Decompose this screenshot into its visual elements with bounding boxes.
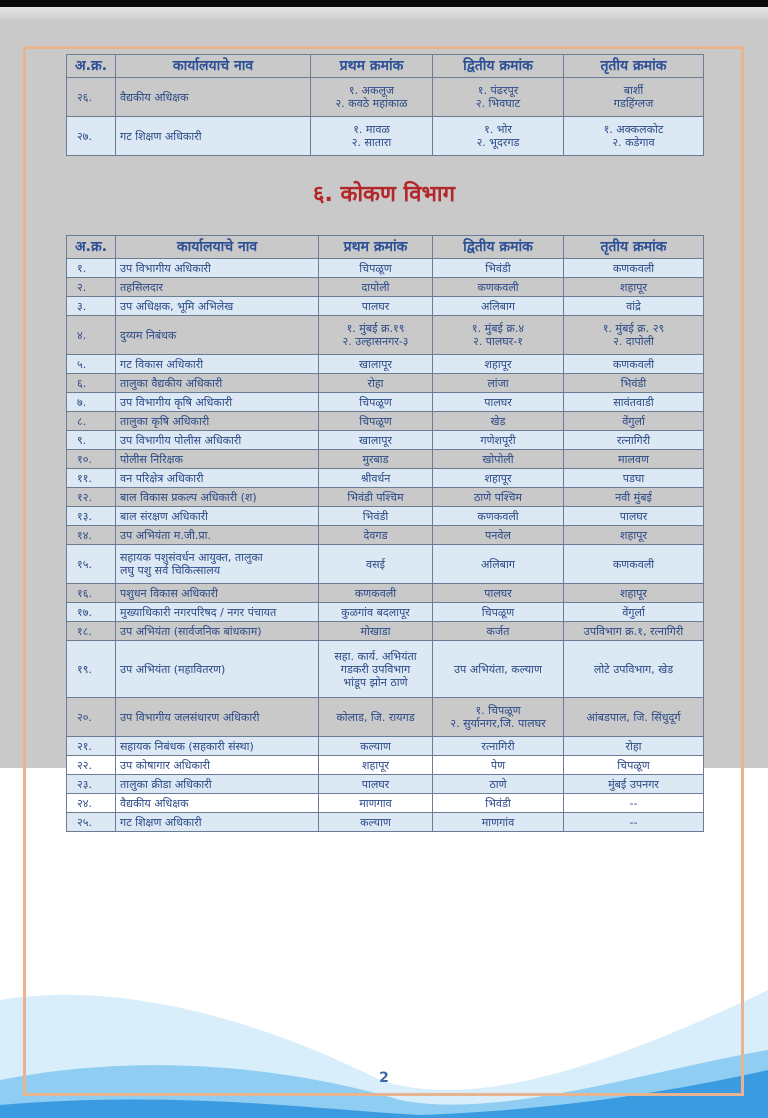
cell-first (319, 488, 433, 507)
cell-second (433, 78, 564, 117)
cell-line: चिपळूण (481, 605, 515, 619)
cell-line: भिवंडी (485, 261, 511, 275)
cell-third (564, 622, 704, 641)
cell-line: गडकरी उपविभाग (340, 662, 411, 676)
cell-line: मालवण (618, 452, 649, 466)
cell-first (319, 603, 433, 622)
header-office: कार्यालयाचे नाव (116, 55, 311, 78)
table-row (67, 507, 704, 526)
table-row (67, 412, 704, 431)
cell-office (116, 297, 319, 316)
cell-line: पडघा (622, 471, 645, 485)
cell-line: सहा. कार्य. अभियंता (334, 649, 417, 663)
cell-sr: २०. (67, 698, 116, 737)
table-row (67, 431, 704, 450)
page-number: 2 (379, 1070, 389, 1086)
cell-third (564, 698, 704, 737)
cell-office (116, 813, 319, 832)
cell-first (311, 78, 433, 117)
cell-line: कणकवली (612, 357, 655, 371)
cell-second (433, 526, 564, 545)
cell-second (433, 603, 564, 622)
cell-first (319, 412, 433, 431)
cell-line: मुख्याधिकारी नगरपरिषद / नगर पंचायत (120, 605, 277, 619)
cell-line: कुळगांव बदलापूर (341, 605, 410, 619)
cell-line: गणेशपूरी (480, 433, 516, 447)
cell-sr: ३. (67, 297, 116, 316)
cell-office: गट शिक्षण अधिकारी (116, 117, 311, 156)
cell-line: बार्शी (623, 84, 644, 97)
table-row (67, 78, 704, 117)
cell-first (319, 756, 433, 775)
cell-line: शहापूर (620, 586, 647, 600)
cell-line: १. मावळ (353, 123, 390, 136)
cell-line: कणकवली (354, 586, 397, 600)
cell-sr: ९. (67, 431, 116, 450)
cell-first (319, 393, 433, 412)
cell-line: कणकवली (477, 509, 519, 523)
cell-line: लांजा (487, 376, 509, 390)
cell-second (433, 775, 564, 794)
cell-line: नवी मुंबई (615, 490, 652, 504)
cell-line: भिवंडी (485, 796, 511, 810)
cell-line: श्रीवर्धन (360, 471, 391, 485)
cell-sr: ६. (67, 374, 116, 393)
table-row (67, 526, 704, 545)
cell-third (564, 756, 704, 775)
cell-second (433, 297, 564, 316)
cell-line: शहापूर (362, 758, 389, 772)
cell-line: खोपोली (482, 452, 514, 466)
cell-sr: २३. (67, 775, 116, 794)
cell-line: कल्याण (360, 815, 391, 829)
cell-office (116, 603, 319, 622)
cell-third (564, 545, 704, 584)
cell-third (564, 78, 704, 117)
cell-sr: १. (67, 259, 116, 278)
cell-line: पालघर (484, 586, 512, 600)
cell-line: उप अभियंता (सार्वजनिक बांधकाम) (120, 624, 262, 638)
cell-line: २. पालघर-१ (473, 335, 523, 348)
cell-sr: २७. (67, 117, 116, 156)
cell-second (433, 737, 564, 756)
cell-sr: ११. (67, 469, 116, 488)
cell-line: तालुका वैद्यकीय अधिकारी (120, 376, 223, 390)
cell-line: रोहा (625, 739, 642, 753)
table-row (67, 545, 704, 584)
cell-first (319, 794, 433, 813)
cell-sr: १६. (67, 584, 116, 603)
cell-third (564, 259, 704, 278)
cell-third (564, 297, 704, 316)
header-row (67, 55, 704, 78)
cell-sr: २४. (67, 794, 116, 813)
cell-office (116, 259, 319, 278)
cell-sr: ४. (67, 316, 116, 355)
cell-sr: १७. (67, 603, 116, 622)
table-row (67, 393, 704, 412)
header-first: प्रथम क्रमांक (311, 55, 433, 78)
cell-third (564, 507, 704, 526)
cell-third (564, 117, 704, 156)
cell-second (433, 117, 564, 156)
cell-third (564, 813, 704, 832)
cell-first (319, 698, 433, 737)
cell-second (433, 259, 564, 278)
cell-first (319, 469, 433, 488)
cell-line: दुय्यम निबंधक (120, 328, 177, 342)
cell-line: मुंबई उपनगर (608, 777, 659, 791)
table-row (67, 584, 704, 603)
table-row (67, 641, 704, 698)
table-row (67, 469, 704, 488)
cell-line: गडहिंग्लज (613, 97, 654, 110)
cell-second (433, 622, 564, 641)
header-office: कार्यालयाचे नाव (116, 236, 319, 259)
cell-line: लोटे उपविभाग, खेड (593, 662, 674, 676)
cell-line: माणगाव (359, 796, 392, 810)
cell-line: १. मुंबई क्र.१९ (346, 322, 405, 335)
cell-line: उप विभागीय अधिकारी (120, 261, 211, 275)
cell-third (564, 584, 704, 603)
cell-line: २. दापोली (613, 335, 654, 348)
cell-first (319, 355, 433, 374)
cell-first (319, 545, 433, 584)
cell-line: देवगड (363, 528, 388, 542)
cell-line: १. मुंबई क्र. २९ (602, 322, 665, 335)
cell-sr: १८. (67, 622, 116, 641)
cell-line: तालुका क्रीडा अधिकारी (120, 777, 212, 791)
cell-line: चिपळूण (617, 758, 650, 772)
table-row (67, 775, 704, 794)
table-row (67, 374, 704, 393)
cell-second (433, 545, 564, 584)
cell-line: पालघर (619, 509, 648, 523)
cell-line: २. सुर्यानगर,जि. पालघर (450, 717, 546, 730)
cell-office (116, 450, 319, 469)
table-row (67, 297, 704, 316)
cell-third (564, 412, 704, 431)
cell-line: १. चिपळूण (475, 704, 521, 717)
cell-office (116, 374, 319, 393)
cell-first (319, 737, 433, 756)
cell-first (319, 813, 433, 832)
cell-line: अलिबाग (480, 557, 516, 571)
cell-line: रोहा (367, 376, 384, 390)
cell-line: माणगांव (481, 815, 515, 829)
cell-second (433, 698, 564, 737)
cell-line: तहसिलदार (120, 280, 164, 294)
cell-sr: २. (67, 278, 116, 297)
cell-line: खालापूर (359, 433, 392, 447)
cell-line: रत्नागिरी (616, 433, 651, 447)
table-row (67, 622, 704, 641)
cell-line: खालापूर (359, 357, 392, 371)
cell-office (116, 756, 319, 775)
cell-line: पेण (490, 758, 506, 772)
cell-sr: ७. (67, 393, 116, 412)
cell-office (116, 737, 319, 756)
cell-line: भिवंडी (362, 509, 389, 523)
cell-first (319, 622, 433, 641)
cell-second (433, 355, 564, 374)
cell-third (564, 603, 704, 622)
cell-third (564, 450, 704, 469)
cell-line: १. अक्कलकोट (603, 123, 664, 136)
cell-sr: १४. (67, 526, 116, 545)
cell-first (319, 775, 433, 794)
cell-line: उपविभाग क्र.१, रत्नागिरी (583, 624, 684, 638)
cell-line: १. भोर (484, 123, 512, 136)
cell-line: कणकवली (477, 280, 519, 294)
cell-sr: १५. (67, 545, 116, 584)
cell-line: वसई (366, 557, 385, 571)
table-row (67, 355, 704, 374)
cell-second (433, 584, 564, 603)
cell-office (116, 526, 319, 545)
cell-line: पनवेल (485, 528, 511, 542)
cell-first (319, 450, 433, 469)
cell-line: -- (629, 796, 638, 810)
cell-second (433, 393, 564, 412)
cell-office (116, 393, 319, 412)
cell-line: भिवंडी पश्चिम (347, 490, 404, 504)
table-row (67, 737, 704, 756)
cell-office (116, 507, 319, 526)
cell-line: २. उल्हासनगर-३ (342, 335, 409, 348)
cell-office (116, 775, 319, 794)
cell-line: कोलाड, जि. रायगड (336, 710, 415, 724)
cell-line: भिवंडी (620, 376, 647, 390)
header-sr: अ.क्र. (67, 236, 116, 259)
cell-sr: २५. (67, 813, 116, 832)
cell-line: ठाणे (489, 777, 507, 791)
cell-second (433, 507, 564, 526)
cell-first (319, 259, 433, 278)
cell-line: वैद्यकीय अधिक्षक (120, 796, 189, 810)
cell-second (433, 641, 564, 698)
cell-first (311, 117, 433, 156)
cell-line: चिपळूण (359, 395, 392, 409)
cell-line: पशुधन विकास अधिकारी (120, 586, 218, 600)
cell-line: उप अधिक्षक, भूमि अभिलेख (120, 299, 234, 313)
cell-office (116, 431, 319, 450)
table-row (67, 813, 704, 832)
cell-office (116, 584, 319, 603)
cell-office (116, 641, 319, 698)
cell-first (319, 278, 433, 297)
cell-third (564, 641, 704, 698)
cell-line: कणकवली (612, 261, 655, 275)
cell-office (116, 622, 319, 641)
cell-line: १. पंढरपूर (477, 84, 519, 97)
cell-line: चिपळूण (359, 261, 392, 275)
header-sr: अ.क्र. (67, 55, 116, 78)
cell-line: पालघर (361, 777, 390, 791)
cell-line: आंबडपाल, जि. सिंधुदूर्ग (586, 710, 681, 724)
cell-office (116, 278, 319, 297)
cell-second (433, 488, 564, 507)
cell-line: चिपळूण (359, 414, 392, 428)
cell-third (564, 316, 704, 355)
cell-line: बाल संरक्षण अधिकारी (120, 509, 209, 523)
cell-first (319, 316, 433, 355)
cell-office (116, 794, 319, 813)
cell-line: शहापूर (620, 280, 647, 294)
cell-line: बाल विकास प्रकल्प अधिकारी (श) (120, 490, 257, 504)
cell-line: २. भूदरगड (476, 136, 520, 149)
header-first: प्रथम क्रमांक (319, 236, 433, 259)
cell-sr: १९. (67, 641, 116, 698)
cell-line: २. कडेगाव (612, 136, 655, 149)
cell-third (564, 431, 704, 450)
cell-line: उप कोषागार अधिकारी (120, 758, 210, 772)
cell-third (564, 737, 704, 756)
cell-line: -- (629, 815, 638, 829)
cell-second (433, 813, 564, 832)
cell-sr: २१. (67, 737, 116, 756)
cell-third (564, 374, 704, 393)
cell-second (433, 469, 564, 488)
cell-line: पालघर (361, 299, 390, 313)
cell-line: मुरबाड (362, 452, 389, 466)
table-row (67, 316, 704, 355)
header-third: तृतीय क्रमांक (564, 236, 704, 259)
cell-sr: १२. (67, 488, 116, 507)
top-table (66, 54, 704, 156)
cell-line: सहायक पशुसंवर्धन आयुक्त, तालुका (120, 551, 263, 564)
table-row (67, 117, 704, 156)
cell-line: १. मुंबई क्र.४ (471, 322, 525, 335)
cell-line: गट विकास अधिकारी (120, 357, 204, 371)
cell-line: सावंतवाडी (613, 395, 654, 409)
cell-office (116, 355, 319, 374)
cell-line: १. अकलूज (348, 84, 395, 97)
cell-line: शहापूर (620, 528, 647, 542)
cell-line: पालघर (484, 395, 512, 409)
section-title: ६. कोकण विभाग (313, 182, 455, 207)
cell-line: कर्जत (486, 624, 510, 638)
cell-line: उप विभागीय जलसंधारण अधिकारी (120, 710, 260, 724)
cell-line: वेंगुर्ला (622, 605, 645, 619)
header-second: द्वितीय क्रमांक (433, 236, 564, 259)
cell-line: रत्नागिरी (481, 739, 515, 753)
cell-sr: १०. (67, 450, 116, 469)
table-row (67, 278, 704, 297)
cell-first (319, 374, 433, 393)
cell-line: सहायक निबंधक (सहकारी संस्था) (120, 739, 254, 753)
cell-office (116, 316, 319, 355)
cell-third (564, 775, 704, 794)
cell-line: उप अभियंता म.जी.प्रा. (120, 528, 211, 542)
cell-sr: ५. (67, 355, 116, 374)
cell-third (564, 278, 704, 297)
cell-first (319, 641, 433, 698)
cell-first (319, 507, 433, 526)
header-third: तृतीय क्रमांक (564, 55, 704, 78)
cell-line: मोखाडा (360, 624, 391, 638)
table-row (67, 794, 704, 813)
cell-third (564, 794, 704, 813)
cell-line: खेड (490, 414, 506, 428)
cell-first (319, 431, 433, 450)
cell-line: गट शिक्षण अधिकारी (120, 815, 202, 829)
cell-second (433, 374, 564, 393)
cell-line: उप अभियंता, कल्याण (454, 662, 542, 676)
cell-office: वैद्यकीय अधिक्षक (116, 78, 311, 117)
cell-line: २. कवठे महांकाळ (335, 97, 408, 110)
cell-line: तालुका कृषि अधिकारी (120, 414, 210, 428)
header-row (67, 236, 704, 259)
cell-line: २. सातारा (351, 136, 392, 149)
table-row (67, 698, 704, 737)
cell-third (564, 488, 704, 507)
cell-line: शहापूर (484, 471, 512, 485)
cell-line: उप अभियंता (महावितरण) (120, 662, 226, 676)
cell-line: वेंगुर्ला (622, 414, 645, 428)
konkan-table (66, 235, 704, 832)
table-row (67, 603, 704, 622)
cell-third (564, 393, 704, 412)
cell-line: उप विभागीय कृषि अधिकारी (120, 395, 233, 409)
cell-line: दापोली (361, 280, 390, 294)
cell-line: कल्याण (360, 739, 391, 753)
cell-sr: २२. (67, 756, 116, 775)
cell-second (433, 316, 564, 355)
cell-line: भांडूप झोन ठाणे (343, 675, 408, 689)
cell-office (116, 698, 319, 737)
cell-second (433, 794, 564, 813)
cell-first (319, 526, 433, 545)
cell-sr: ८. (67, 412, 116, 431)
cell-second (433, 431, 564, 450)
cell-sr: १३. (67, 507, 116, 526)
table-row (67, 488, 704, 507)
cell-first (319, 584, 433, 603)
cell-first (319, 297, 433, 316)
top-fade (0, 7, 768, 19)
cell-line: वांद्रे (626, 299, 641, 313)
cell-second (433, 756, 564, 775)
cell-office (116, 488, 319, 507)
cell-third (564, 355, 704, 374)
cell-office (116, 412, 319, 431)
table-row (67, 450, 704, 469)
table-row (67, 756, 704, 775)
status-bar (0, 0, 768, 7)
cell-second (433, 450, 564, 469)
cell-office (116, 469, 319, 488)
cell-third (564, 469, 704, 488)
cell-third (564, 526, 704, 545)
cell-line: शहापूर (484, 357, 512, 371)
cell-line: २. भिवघाट (475, 97, 521, 110)
cell-office (116, 545, 319, 584)
cell-second (433, 412, 564, 431)
cell-line: ठाणे पश्चिम (473, 490, 523, 504)
cell-line: उप विभागीय पोलीस अधिकारी (120, 433, 242, 447)
cell-line: कणकवली (612, 557, 655, 571)
cell-sr: २६. (67, 78, 116, 117)
table-row (67, 259, 704, 278)
cell-line: वन परिक्षेत्र अधिकारी (120, 471, 204, 485)
header-second: द्वितीय क्रमांक (433, 55, 564, 78)
cell-line: लघु पशु सर्व चिकित्सालय (120, 564, 221, 577)
cell-second (433, 278, 564, 297)
cell-line: अलिबाग (480, 299, 516, 313)
cell-line: पोलीस निरिक्षक (120, 452, 183, 466)
